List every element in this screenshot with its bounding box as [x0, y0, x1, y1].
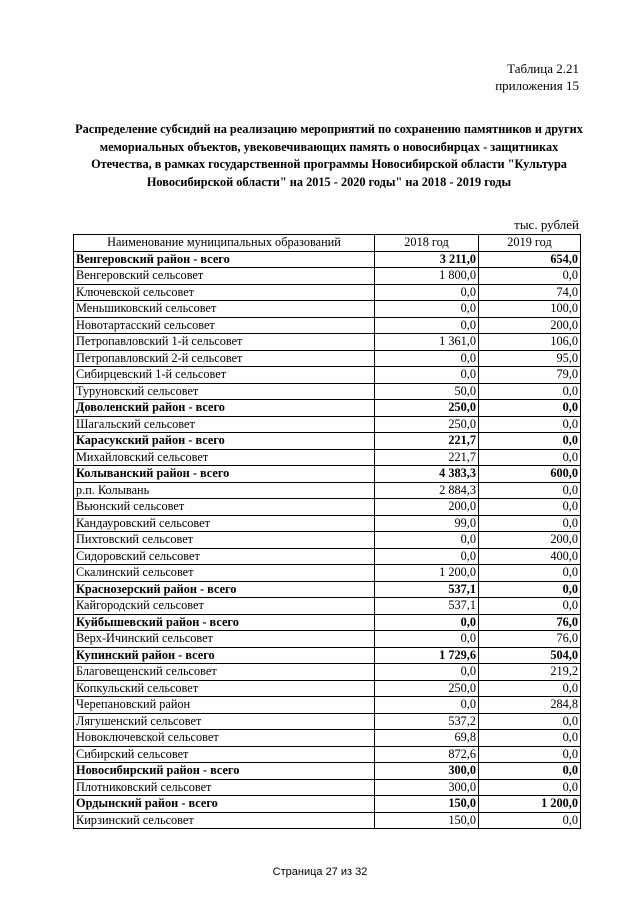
cell-2018: 1 200,0	[375, 565, 479, 582]
cell-2019: 76,0	[479, 631, 581, 648]
cell-2019: 504,0	[479, 647, 581, 664]
cell-2018: 69,8	[375, 730, 479, 747]
table-row	[74, 746, 581, 763]
cell-2018: 221,7	[375, 449, 479, 466]
cell-2018: 250,0	[375, 416, 479, 433]
cell-2019: 0,0	[479, 515, 581, 532]
table-row-district-total	[74, 400, 581, 417]
cell-2018: 250,0	[375, 680, 479, 697]
table-row-district-total	[74, 763, 581, 780]
cell-municipality: Краснозерский район - всего	[74, 581, 375, 598]
cell-2019: 0,0	[479, 763, 581, 780]
cell-municipality: Карасукский район - всего	[74, 433, 375, 450]
cell-2018: 0,0	[375, 350, 479, 367]
cell-municipality: Купинский район - всего	[74, 647, 375, 664]
cell-2019: 0,0	[479, 499, 581, 516]
column-header-2019: 2019 год	[479, 235, 581, 252]
cell-municipality: Вьюнский сельсовет	[74, 499, 375, 516]
cell-municipality: Копкульский сельсовет	[74, 680, 375, 697]
cell-2018: 0,0	[375, 631, 479, 648]
cell-municipality: Благовещенский сельсовет	[74, 664, 375, 681]
cell-2018: 3 211,0	[375, 251, 479, 268]
table-row	[74, 631, 581, 648]
table-row-district-total	[74, 433, 581, 450]
appendix-reference: приложения 15	[495, 78, 579, 93]
cell-municipality: Пихтовский сельсовет	[74, 532, 375, 549]
cell-2018: 300,0	[375, 779, 479, 796]
cell-2019: 0,0	[479, 713, 581, 730]
cell-2019: 0,0	[479, 565, 581, 582]
cell-2019: 100,0	[479, 301, 581, 318]
column-header-municipality: Наименование муниципальных образований	[74, 235, 375, 252]
table-row	[74, 713, 581, 730]
cell-2018: 0,0	[375, 317, 479, 334]
cell-2018: 537,2	[375, 713, 479, 730]
table-row	[74, 449, 581, 466]
cell-municipality: Лягушенский сельсовет	[74, 713, 375, 730]
cell-2019: 0,0	[479, 581, 581, 598]
cell-2019: 0,0	[479, 433, 581, 450]
cell-2018: 250,0	[375, 400, 479, 417]
table-row	[74, 515, 581, 532]
cell-2018: 0,0	[375, 664, 479, 681]
table-row	[74, 482, 581, 499]
cell-2018: 0,0	[375, 697, 479, 714]
cell-2018: 150,0	[375, 812, 479, 829]
table-row	[74, 532, 581, 549]
table-row-district-total	[74, 614, 581, 631]
cell-municipality: Венгеровский сельсовет	[74, 268, 375, 285]
table-row	[74, 779, 581, 796]
cell-municipality: Петропавловский 2-й сельсовет	[74, 350, 375, 367]
cell-2018: 537,1	[375, 598, 479, 615]
cell-municipality: Ордынский район - всего	[74, 796, 375, 813]
cell-2018: 0,0	[375, 548, 479, 565]
cell-2019: 1 200,0	[479, 796, 581, 813]
table-row	[74, 664, 581, 681]
cell-municipality: Новотартасский сельсовет	[74, 317, 375, 334]
column-header-2018: 2018 год	[375, 235, 479, 252]
cell-municipality: Доволенский район - всего	[74, 400, 375, 417]
table-row	[74, 367, 581, 384]
cell-2019: 0,0	[479, 383, 581, 400]
cell-2019: 106,0	[479, 334, 581, 351]
cell-2019: 79,0	[479, 367, 581, 384]
cell-2019: 74,0	[479, 284, 581, 301]
cell-municipality: р.п. Колывань	[74, 482, 375, 499]
cell-2019: 284,8	[479, 697, 581, 714]
cell-2018: 4 383,3	[375, 466, 479, 483]
page-number: Страница 27 из 32	[272, 866, 368, 878]
cell-2019: 0,0	[479, 680, 581, 697]
table-row	[74, 383, 581, 400]
cell-2019: 200,0	[479, 532, 581, 549]
cell-municipality: Сибирский сельсовет	[74, 746, 375, 763]
cell-2018: 300,0	[375, 763, 479, 780]
table-row	[74, 416, 581, 433]
cell-municipality: Колыванский район - всего	[74, 466, 375, 483]
cell-2018: 99,0	[375, 515, 479, 532]
table-row	[74, 548, 581, 565]
table-row	[74, 680, 581, 697]
table-row	[74, 350, 581, 367]
cell-2018: 200,0	[375, 499, 479, 516]
cell-municipality: Черепановский район	[74, 697, 375, 714]
cell-municipality: Куйбышевский район - всего	[74, 614, 375, 631]
cell-municipality: Венгеровский район - всего	[74, 251, 375, 268]
table-header-row	[74, 235, 581, 252]
table-body	[74, 251, 581, 829]
cell-2019: 0,0	[479, 449, 581, 466]
cell-2018: 537,1	[375, 581, 479, 598]
cell-2018: 1 800,0	[375, 268, 479, 285]
cell-municipality: Шагальский сельсовет	[74, 416, 375, 433]
cell-2019: 0,0	[479, 482, 581, 499]
table-row	[74, 598, 581, 615]
cell-2019: 0,0	[479, 416, 581, 433]
cell-municipality: Сидоровский сельсовет	[74, 548, 375, 565]
cell-2019: 0,0	[479, 812, 581, 829]
cell-municipality: Туруновский сельсовет	[74, 383, 375, 400]
cell-2019: 654,0	[479, 251, 581, 268]
cell-2018: 221,7	[375, 433, 479, 450]
table-row-district-total	[74, 796, 581, 813]
cell-municipality: Кандауровский сельсовет	[74, 515, 375, 532]
cell-2018: 0,0	[375, 614, 479, 631]
table-row	[74, 697, 581, 714]
table-row	[74, 499, 581, 516]
table-number: Таблица 2.21	[507, 61, 579, 76]
cell-2019: 0,0	[479, 400, 581, 417]
table-row-district-total	[74, 466, 581, 483]
cell-2019: 0,0	[479, 268, 581, 285]
cell-2018: 50,0	[375, 383, 479, 400]
cell-municipality: Новоключевской сельсовет	[74, 730, 375, 747]
cell-municipality: Верх-Ичинский сельсовет	[74, 631, 375, 648]
cell-municipality: Плотниковский сельсовет	[74, 779, 375, 796]
cell-2018: 0,0	[375, 301, 479, 318]
table-row	[74, 334, 581, 351]
table-row	[74, 730, 581, 747]
cell-2019: 200,0	[479, 317, 581, 334]
cell-2018: 0,0	[375, 367, 479, 384]
cell-municipality: Михайловский сельсовет	[74, 449, 375, 466]
table-row	[74, 812, 581, 829]
cell-municipality: Кайгородский сельсовет	[74, 598, 375, 615]
cell-municipality: Кирзинский сельсовет	[74, 812, 375, 829]
cell-municipality: Новосибирский район - всего	[74, 763, 375, 780]
cell-2019: 0,0	[479, 779, 581, 796]
document-title: Распределение субсидий на реализацию мероприятий по сохранению памятников и других мемориальных объектов, увековечивающих память о новосибирцах - защитниках Отечества, в рамках государственной программы Новосибирской области "Культура Новосибирской области" на 2015 - 2020 годы" на 2018 - 2019 годы	[75, 122, 583, 189]
cell-municipality: Сибирцевский 1-й сельсовет	[74, 367, 375, 384]
table-row-district-total	[74, 581, 581, 598]
cell-2018: 150,0	[375, 796, 479, 813]
cell-municipality: Скалинский сельсовет	[74, 565, 375, 582]
cell-municipality: Ключевской сельсовет	[74, 284, 375, 301]
cell-2019: 0,0	[479, 746, 581, 763]
cell-2018: 1 361,0	[375, 334, 479, 351]
cell-municipality: Меньшиковский сельсовет	[74, 301, 375, 318]
units-label: тыс. рублей	[514, 217, 579, 232]
cell-2019: 400,0	[479, 548, 581, 565]
table-row	[74, 301, 581, 318]
table-row-district-total	[74, 251, 581, 268]
table-row	[74, 317, 581, 334]
cell-municipality: Петропавловский 1-й сельсовет	[74, 334, 375, 351]
cell-2019: 0,0	[479, 598, 581, 615]
cell-2018: 872,6	[375, 746, 479, 763]
table-row	[74, 565, 581, 582]
cell-2018: 1 729,6	[375, 647, 479, 664]
cell-2018: 2 884,3	[375, 482, 479, 499]
cell-2019: 95,0	[479, 350, 581, 367]
cell-2019: 0,0	[479, 730, 581, 747]
cell-2019: 600,0	[479, 466, 581, 483]
subsidy-table	[73, 234, 581, 829]
cell-2019: 219,2	[479, 664, 581, 681]
cell-2018: 0,0	[375, 284, 479, 301]
table-row	[74, 268, 581, 285]
cell-2018: 0,0	[375, 532, 479, 549]
table-row-district-total	[74, 647, 581, 664]
table-row	[74, 284, 581, 301]
cell-2019: 76,0	[479, 614, 581, 631]
